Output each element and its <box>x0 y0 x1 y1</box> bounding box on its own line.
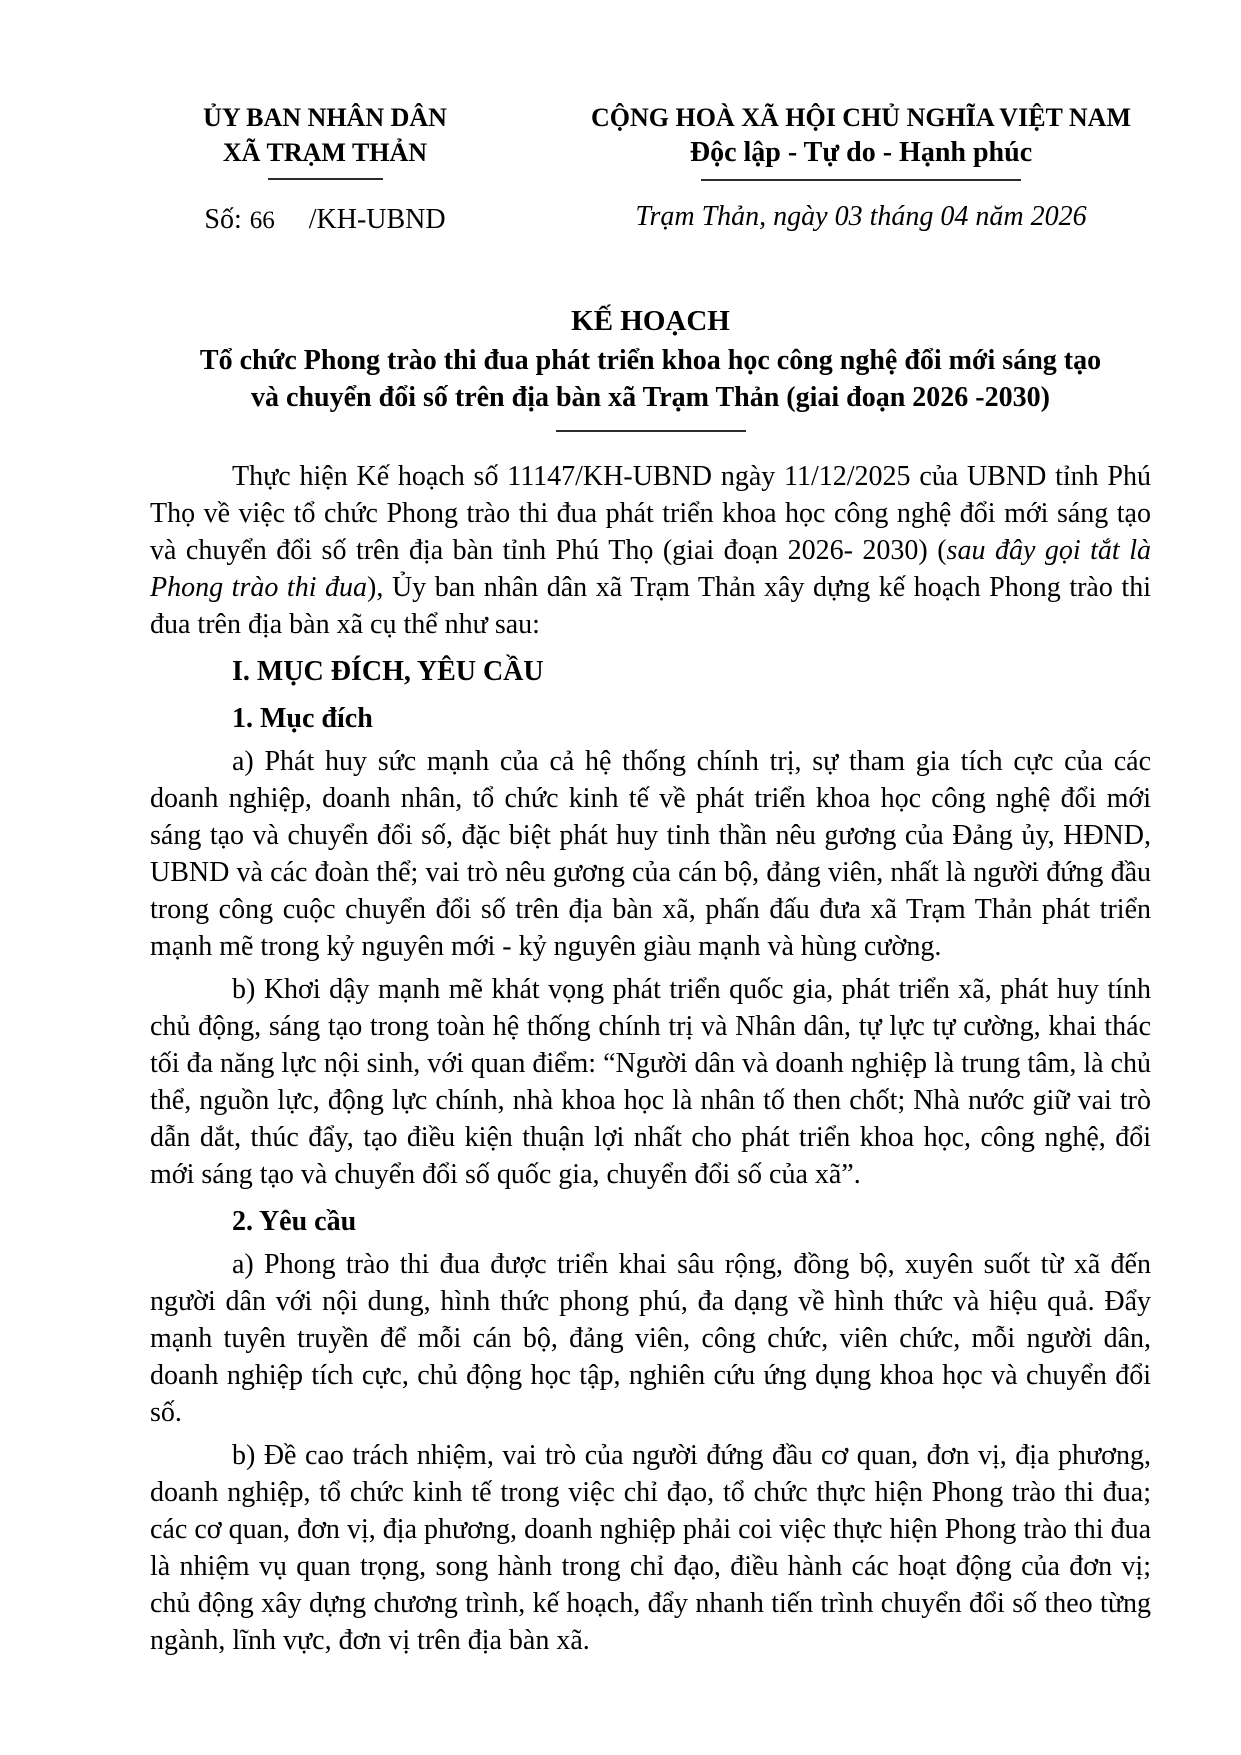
place-date-line: Trạm Thản, ngày 03 tháng 04 năm 2026 <box>635 201 1087 232</box>
document-header <box>150 100 1151 236</box>
intro-segment-3: ), Ủy ban nhân dân xã Trạm Thản xây dựng kế hoạch Phong trào thi đua trên địa bàn xã cụ thể như sau: <box>150 572 1151 640</box>
title-rule <box>556 430 746 432</box>
document-title-line2: và chuyển đổi số trên địa bàn xã Trạm Thản (giai đoạn 2026 -2030) <box>251 382 1050 413</box>
document-number-line <box>150 204 500 236</box>
intro-segment-1: Thực hiện Kế hoạch số 11147/KH-UBND ngày 11/12/2025 của UBND tỉnh Phú Thọ về việc tổ chức Phong trào thi đua phát triển khoa học công nghệ đổi mới sáng tạo và chuyển đổi số trên địa bàn tỉnh Phú Thọ (giai đoạn 2026- 2030) ( <box>150 461 1151 566</box>
section-1-heading: I. MỤC ĐÍCH, YÊU CẦU <box>232 656 544 687</box>
subsection-1-1-heading: 1. Mục đích <box>232 703 373 734</box>
paragraph-1-2-a: a) Phong trào thi đua được triển khai sâu rộng, đồng bộ, xuyên suốt từ xã đến người dân với nội dung, hình thức phong phú, đa dạng về hình thức và hiệu quả. Đẩy mạnh tuyên truyền để mỗi cán bộ, đảng viên, công chức, viên chức, mỗi người dân, doanh nghiệp tích cực, chủ động học tập, nghiên cứu ứng dụng khoa học và chuyển đổi số. <box>150 1249 1151 1428</box>
national-title: CỘNG HOÀ XÃ HỘI CHỦ NGHĨA VIỆT NAM <box>590 103 1132 132</box>
national-motto-rule <box>701 179 1021 181</box>
intro-segment-italic: sau đây gọi tắt là Phong trào thi đua <box>150 535 1151 603</box>
issuing-authority-name: ỦY BAN NHÂN DÂN <box>203 103 447 132</box>
issuing-authority-block <box>150 100 500 236</box>
paragraph-1-2-b: b) Đề cao trách nhiệm, vai trò của người đứng đầu cơ quan, đơn vị, địa phương, doanh nghiệp, tổ chức kinh tế trong việc chỉ đạo, tổ chức thực hiện Phong trào thi đua; các cơ quan, đơn vị, địa phương, doanh nghiệp phải coi việc thực hiện Phong trào thi đua là nhiệm vụ quan trọng, song hành trong chỉ đạo, điều hành các hoạt động của đơn vị; chủ động xây dựng chương trình, kế hoạch, đẩy nhanh tiến trình chuyển đổi số theo từng ngành, lĩnh vực, đơn vị trên địa bàn xã. <box>150 1440 1151 1656</box>
issuing-authority-rule <box>268 178 383 180</box>
document-type: KẾ HOẠCH <box>571 305 730 337</box>
document-title-line1: Tổ chức Phong trào thi đua phát triển khoa học công nghệ đổi mới sáng tạo <box>199 345 1102 376</box>
national-motto-block <box>571 100 1151 236</box>
document-number-label: Số: <box>204 204 242 235</box>
national-motto: Độc lập - Tự do - Hạnh phúc <box>689 137 1033 168</box>
document-number-value: 66 <box>249 207 275 234</box>
document-title <box>150 342 1151 416</box>
paragraph-1-1-b: b) Khơi dậy mạnh mẽ khát vọng phát triển quốc gia, phát triển xã, phát huy tính chủ động, sáng tạo trong toàn hệ thống chính trị và Nhân dân, tự lực tự cường, khai thác tối đa năng lực nội sinh, với quan điểm: “Người dân và doanh nghiệp là trung tâm, là chủ thể, nguồn lực, động lực chính, nhà khoa học là nhân tố then chốt; Nhà nước giữ vai trò dẫn dắt, thúc đẩy, tạo điều kiện thuận lợi nhất cho phát triển khoa học, công nghệ, đổi mới sáng tạo và chuyển đổi số quốc gia, chuyển đổi số của xã”. <box>150 974 1151 1190</box>
title-block <box>150 302 1151 432</box>
issuing-authority-commune: XÃ TRẠM THẢN <box>222 138 428 167</box>
document-number-suffix: /KH-UBND <box>308 204 446 235</box>
subsection-1-2-heading: 2. Yêu cầu <box>232 1206 357 1237</box>
document-body <box>150 458 1151 1659</box>
paragraph-1-1-a: a) Phát huy sức mạnh của cả hệ thống chính trị, sự tham gia tích cực của các doanh nghiệp, doanh nhân, tổ chức kinh tế về phát triển khoa học công nghệ đổi mới sáng tạo và chuyển đổi số, đặc biệt phát huy tinh thần nêu gương của Đảng ủy, HĐND, UBND và các đoàn thể; vai trò nêu gương của cán bộ, đảng viên, nhất là người đứng đầu trong công cuộc chuyển đổi số trên địa bàn xã, phấn đấu đưa xã Trạm Thản phát triển mạnh mẽ trong kỷ nguyên mới - kỷ nguyên giàu mạnh và hùng cường. <box>150 746 1151 962</box>
intro-paragraph <box>150 458 1151 643</box>
